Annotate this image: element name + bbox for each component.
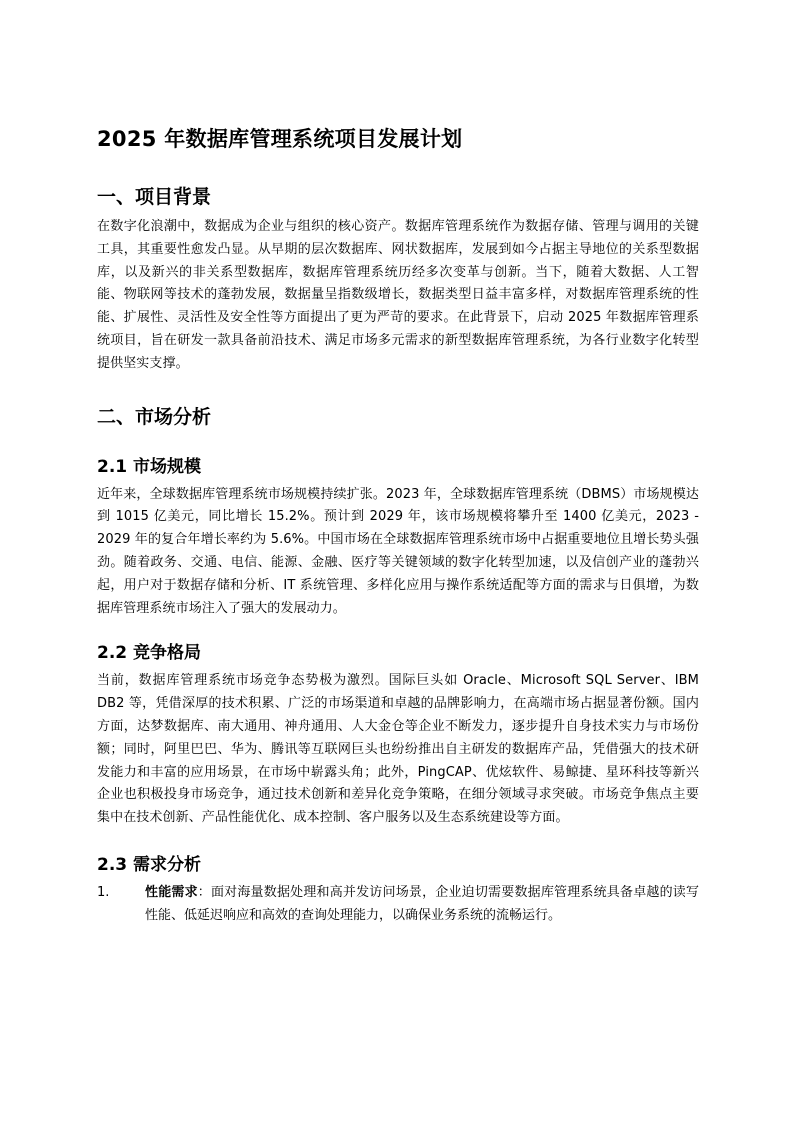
market-size-paragraph: 近年来，全球数据库管理系统市场规模持续扩张。2023 年，全球数据库管理系统（DBMS）市场规模达到 1015 亿美元，同比增长 15.2%。预计到 2029 年，该市场规模将攀升至 1400 亿美元，2023 - 2029 年的复合年增长率约为 5.6%。中国市场在全球数据库管理系统市场中占据重要地位且增长势头强劲。随着政务、交通、电信、能源、金融、医疗等关键领域的数字化转型加速，以及信创产业的蓬勃兴起，用户对于数据存储和分析、IT 系统管理、多样化应用与操作系统适配等方面的需求与日俱增，为数据库管理系统市场注入了强大的发展动力。 [97,486,699,616]
competition-paragraph: 当前，数据库管理系统市场竞争态势极为激烈。国际巨头如 Oracle、Microsoft SQL Server、IBM DB2 等，凭借深厚的技术积累、广泛的市场渠道和卓越的品牌影响力，在高端市场占据显著份额。国内方面，达梦数据库、南大通用、神舟通用、人大金仓等企业不断发力，逐步提升自身技术实力与市场份额；同时，阿里巴巴、华为、腾讯等互联网巨头也纷纷推出自主研发的数据库产品，凭借强大的技术研发能力和丰富的应用场景，在市场中崭露头角；此外，PingCAP、优炫软件、易鲸捷、星环科技等新兴企业也积极投身市场竞争，通过技术创新和差异化竞争策略，在细分领域寻求突破。市场竞争焦点主要集中在技术创新、产品性能优化、成本控制、客户服务以及生态系统建设等方面。 [97,673,699,826]
subsection-heading-competition: 2.2 竞争格局 [97,643,202,664]
list-item-number: 1. [97,884,110,900]
section-heading-background: 一、项目背景 [97,186,212,208]
list-item-lead: 性能需求 [145,884,198,900]
section-heading-market-analysis: 二、市场分析 [97,405,212,428]
subsection-heading-market-size: 2.1 市场规模 [97,456,202,477]
demand-list-item [97,882,699,928]
document-body [97,120,699,928]
background-paragraph: 在数字化浪潮中，数据成为企业与组织的核心资产。数据库管理系统作为数据存储、管理与调用的关键工具，其重要性愈发凸显。从早期的层次数据库、网状数据库，发展到如今占据主导地位的关系型数据库，以及新兴的非关系型数据库，数据库管理系统历经多次变革与创新。当下，随着大数据、人工智能、物联网等技术的蓬勃发展，数据量呈指数级增长，数据类型日益丰富多样，对数据库管理系统的性能、扩展性、灵活性及安全性等方面提出了更为严苛的要求。在此背景下，启动 2025 年数据库管理系统项目，旨在研发一款具备前沿技术、满足市场多元需求的新型数据库管理系统，为各行业数字化转型提供坚实支撑。 [97,219,699,371]
subsection-heading-demand: 2.3 需求分析 [97,854,202,875]
list-item-text [145,882,699,928]
document-title: 2025 年数据库管理系统项目发展计划 [97,127,463,151]
list-item-body: ：面对海量数据处理和高并发访问场景，企业迫切需要数据库管理系统具备卓越的读写性能、低延迟响应和高效的查询处理能力，以确保业务系统的流畅运行。 [145,884,699,923]
